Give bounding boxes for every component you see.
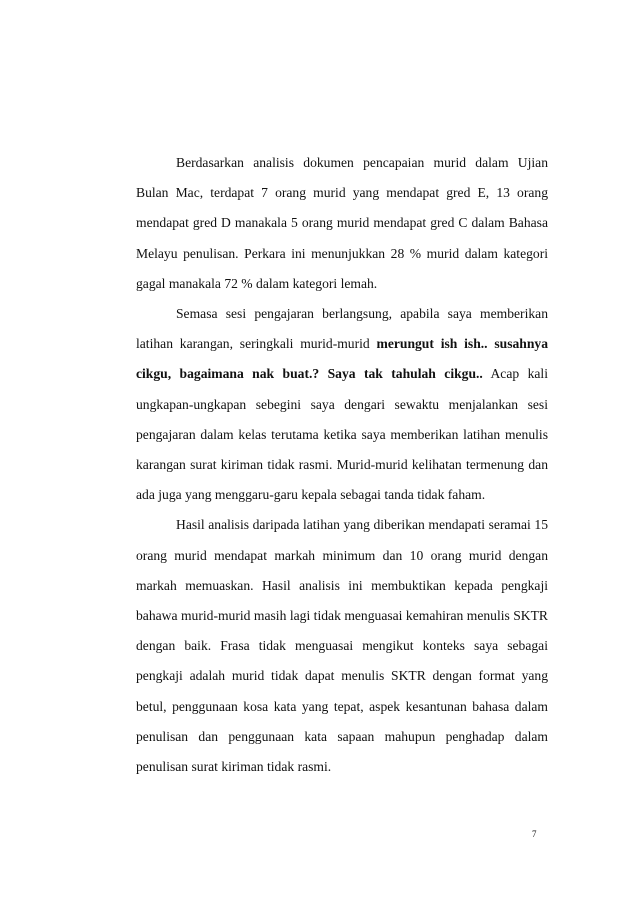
paragraph-2-quoted-complaint: merungut ish ish.. susahnya cikgu, bagaimana nak buat.? Saya tak tahulah cikgu.. xyxy=(136,336,549,382)
paragraph-3-text: Hasil analisis daripada latihan yang diberikan mendapati seramai 15 orang murid mendapat markah minimum dan 10 orang murid dengan markah memuaskan. Hasil analisis ini membuktikan kepada pengkaji bahawa murid-murid masih lagi tidak menguasai kemahiran menulis SKTR dengan baik. Frasa tidak menguasai mengikut konteks saya sebagai pengkaji adalah murid tidak dapat menulis SKTR dengan format yang betul, penggunaan kosa kata yang tepat, aspek kesantunan bahasa dalam penulisan dan penggunaan kata sapaan mahupun penghadap dalam penulisan surat kiriman tidak rasmi. xyxy=(136,517,548,775)
paragraph-1-text: Berdasarkan analisis dokumen pencapaian murid dalam Ujian Bulan Mac, terdapat 7 orang murid yang mendapat gred E, 13 orang mendapat gred D manakala 5 orang murid mendapat gred C dalam Bahasa Melayu penulisan. Perkara ini menunjukkan 28 % murid dalam kategori gagal manakala 72 % dalam kategori lemah. xyxy=(136,155,548,291)
body-text xyxy=(136,148,548,782)
paragraph-2-text-end: Acap kali ungkapan-ungkapan sebegini saya dengari sewaktu menjalankan sesi pengajaran dalam kelas terutama ketika saya memberikan latihan menulis karangan surat kiriman tidak rasmi. Murid-murid kelihatan termenung dan ada juga yang menggaru-garu kepala sebagai tanda tidak faham. xyxy=(136,366,548,503)
page-number: 7 xyxy=(532,829,537,839)
paragraph-3 xyxy=(136,510,548,782)
paragraph-2-text-start: Semasa sesi pengajaran berlangsung, apabila saya memberikan latihan karangan, seringkali murid-murid xyxy=(136,306,548,352)
paragraph-2 xyxy=(136,299,548,510)
paragraph-1 xyxy=(136,148,548,299)
